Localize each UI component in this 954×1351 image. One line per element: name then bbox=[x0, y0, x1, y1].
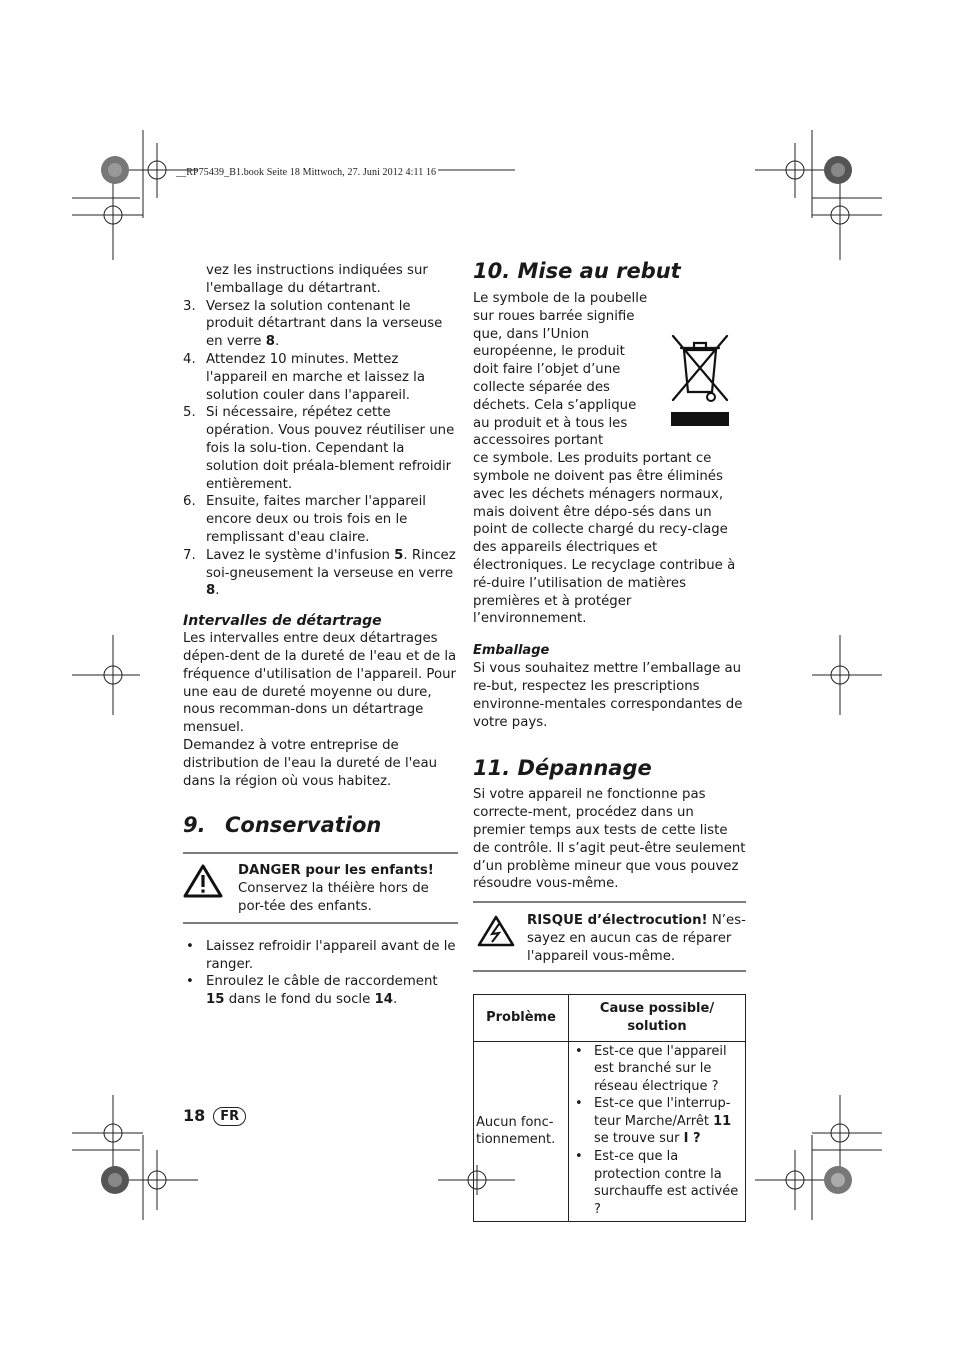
problem-cell: Aucun fonc-tionnement. bbox=[474, 1041, 569, 1222]
step-item: 4. Attendez 10 minutes. Mettez l'appareil en marche et laissez la solution couler dans l'appareil. bbox=[183, 351, 425, 403]
warning-triangle-icon bbox=[183, 864, 223, 898]
column-header-cause: Cause possible/ solution bbox=[569, 994, 746, 1041]
page-footer bbox=[183, 1106, 246, 1126]
list-item: • Est-ce que l'interrup-teur Marche/Arrêt 11 se trouve sur I ? bbox=[571, 1095, 743, 1148]
storage-list bbox=[183, 938, 458, 1009]
causes-cell bbox=[569, 1041, 746, 1222]
list-item: • Est-ce que l'appareil est branché sur le réseau électrique ? bbox=[571, 1043, 743, 1096]
step-item: 6. Ensuite, faites marcher l'appareil encore deux ou trois fois en le remplissant d'eau claire. bbox=[183, 494, 426, 545]
step-item: 3. Versez la solution contenant le produit détartrant dans la verseuse en verre 8. bbox=[183, 298, 443, 350]
disposal-block bbox=[473, 290, 746, 628]
descaling-steps bbox=[183, 298, 458, 601]
step-continuation: vez les instructions indiquées sur l'emballage du détartrant. bbox=[206, 263, 428, 296]
step-item: 5. Si nécessaire, répétez cette opération. Vous pouvez réutiliser une fois la solu-tion. Cependant la solution doit préala-blement refroidir entièrement. bbox=[183, 405, 455, 492]
electric-hazard-icon bbox=[477, 915, 515, 947]
descaling-intervals-heading: Intervalles de détartrage bbox=[183, 613, 382, 630]
right-column bbox=[473, 258, 746, 1222]
disposal-text: Le symbole de la poubelle sur roues barrée signifie que, dans l’Union européenne, le produit doit faire l’objet d’une collecte séparée des déchets. Cela s’applique au produit et à tous les accessoires portant bbox=[473, 291, 648, 449]
danger-title: DANGER pour les enfants! bbox=[238, 863, 434, 879]
packaging-text: Si vous souhaitez mettre l’emballage au re-but, respectez les prescriptions environne-mentales correspondantes de votre pays. bbox=[473, 661, 743, 730]
troubleshooting-intro: Si votre appareil ne fonctionne pas correcte-ment, procédez dans un premier temps aux tests de cette liste de contrôle. Il s’agit peut-être seulement d’un problème mineur que vous pouvez résoudre vous-même. bbox=[473, 787, 746, 892]
section-9-heading: 9. Conservation bbox=[183, 813, 382, 838]
crossed-out-bin-icon bbox=[669, 328, 731, 428]
table-header-row bbox=[474, 994, 746, 1041]
disposal-text-continued: ce symbole. Les produits portant ce symbole ne doivent pas être éliminés avec les déchets ménagers normaux, mais doivent être dépo-sés dans un point de collecte chargé du recy-clage des appareils électriques et électroniques. Le recyclage contribue à ré-duire l’utilisation de matières premières et à protéger l’environnement. bbox=[473, 451, 736, 627]
language-badge: FR bbox=[213, 1107, 246, 1126]
step-item: 7. Lavez le système d'infusion 5. Rincez soi-gneusement la verseuse en verre 8. bbox=[183, 547, 456, 599]
print-header: __RP75439_B1.book Seite 18 Mittwoch, 27. Juni 2012 4:11 16 bbox=[176, 167, 437, 178]
list-item: • Est-ce que la protection contre la surchauffe est activée ? bbox=[571, 1148, 743, 1218]
page-number: 18 bbox=[183, 1106, 206, 1125]
table-row bbox=[474, 1041, 746, 1222]
left-column bbox=[183, 262, 458, 1009]
list-item: • Enroulez le câble de raccordement 15 dans le fond du socle 14. bbox=[183, 973, 458, 1009]
troubleshooting-table bbox=[473, 994, 746, 1223]
descaling-paragraph: Les intervalles entre deux détartrages dépen-dent de la dureté de l'eau et de la fréquence d'utilisation de l'appareil. Pour une eau de dureté moyenne ou dure, nous recomman-dons un détartrage mensuel. bbox=[183, 631, 457, 736]
column-header-problem: Problème bbox=[474, 994, 569, 1041]
descaling-paragraph-2: Demandez à votre entreprise de distribution de l'eau la dureté de l'eau dans la région où vous habitez. bbox=[183, 737, 438, 789]
electrocution-notice bbox=[473, 901, 746, 971]
electrocution-text: RISQUE d’électrocution! N’es-sayez en aucun cas de réparer l'appareil vous-même. bbox=[527, 913, 746, 964]
list-item: • Laissez refroidir l'appareil avant de le ranger. bbox=[183, 938, 458, 974]
section-10-heading: 10. Mise au rebut bbox=[473, 259, 681, 283]
packaging-heading: Emballage bbox=[473, 643, 550, 659]
section-11-heading: 11. Dépannage bbox=[473, 756, 652, 781]
danger-notice bbox=[183, 852, 458, 923]
danger-text: Conservez la théière hors de por-tée des enfants. bbox=[238, 881, 429, 914]
